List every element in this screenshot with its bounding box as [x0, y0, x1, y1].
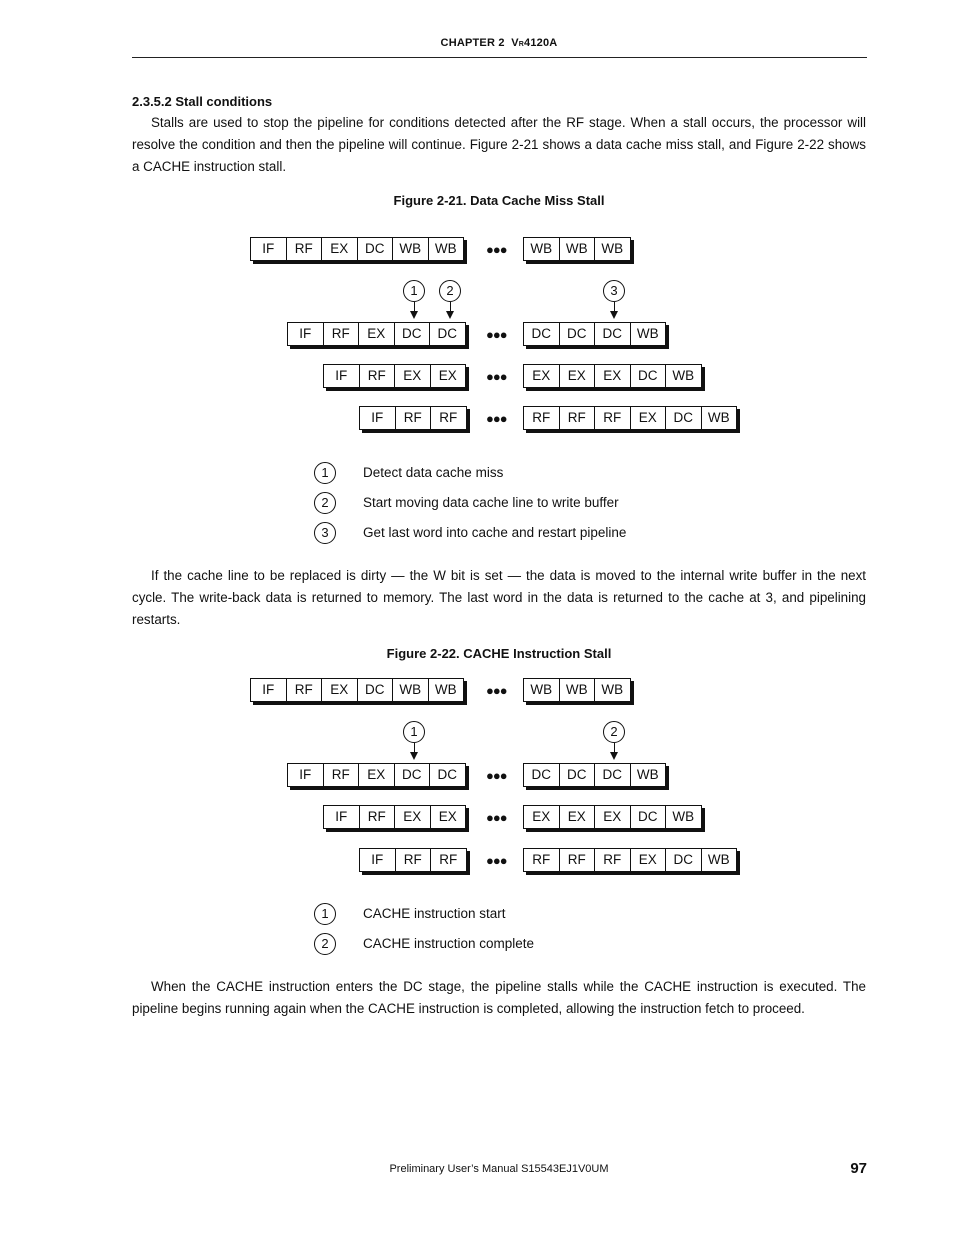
stage-cell: DC [523, 322, 560, 346]
marker-2: 2 [603, 721, 625, 743]
stage-cell: DC [357, 237, 394, 261]
stage-cell: RF [359, 805, 396, 829]
stage-cell: WB [665, 364, 702, 388]
stage-cell: EX [630, 848, 667, 872]
legend-text-2: CACHE instruction complete [363, 936, 535, 951]
stage-cell: DC [630, 364, 667, 388]
page-number: 97 [850, 1160, 867, 1177]
stage-cell: DC [665, 848, 702, 872]
stage-cell: EX [321, 678, 358, 702]
stage-cell: RF [430, 406, 467, 430]
pipeline-row-4-right [523, 848, 737, 872]
stage-cell: RF [395, 406, 432, 430]
stage-cell: EX [358, 763, 395, 787]
ellipsis-dots: ●●● [486, 242, 507, 257]
stage-cell: IF [250, 678, 287, 702]
pipeline-row-2-left [287, 322, 466, 346]
stage-cell: RF [323, 763, 360, 787]
marker-1-arrow-icon [410, 752, 418, 760]
marker-1-arrow-icon [410, 311, 418, 319]
stage-cell: WB [523, 678, 560, 702]
stage-cell: DC [523, 763, 560, 787]
stage-cell: WB [594, 678, 631, 702]
stage-cell: RF [286, 678, 323, 702]
stage-cell: WB [392, 678, 429, 702]
legend-marker-2: 2 [314, 492, 336, 514]
stage-cell: IF [323, 805, 360, 829]
ellipsis-dots: ●●● [486, 411, 507, 426]
legend-marker-3: 3 [314, 522, 336, 544]
pipeline-row-1-right [523, 237, 631, 261]
stage-cell: EX [430, 364, 467, 388]
ellipsis-dots: ●●● [486, 327, 507, 342]
ellipsis-dots: ●●● [486, 768, 507, 783]
stage-cell: DC [394, 763, 431, 787]
stage-cell: IF [359, 406, 396, 430]
pipeline-row-2-left [287, 763, 466, 787]
stage-cell: RF [594, 848, 631, 872]
ellipsis-dots: ●●● [486, 810, 507, 825]
stage-cell: EX [523, 364, 560, 388]
marker-1: 1 [403, 280, 425, 302]
pipeline-row-4-right [523, 406, 737, 430]
stage-cell: EX [523, 805, 560, 829]
stage-cell: RF [594, 406, 631, 430]
pipeline-row-4-left [359, 848, 467, 872]
stage-cell: WB [665, 805, 702, 829]
legend-text-1: CACHE instruction start [363, 906, 506, 921]
stage-cell: DC [559, 763, 596, 787]
pipeline-row-3-right [523, 364, 702, 388]
stage-cell: DC [429, 322, 466, 346]
legend-text-1: Detect data cache miss [363, 465, 504, 480]
figure-2-21-title: Figure 2-21. Data Cache Miss Stall [393, 193, 605, 208]
pipeline-row-2-right [523, 763, 666, 787]
stage-cell: RF [523, 848, 560, 872]
pipeline-row-1-right [523, 678, 631, 702]
pipeline-row-1-left [250, 237, 464, 261]
ellipsis-dots: ●●● [486, 853, 507, 868]
header-rule [132, 57, 867, 58]
legend-text-3: Get last word into cache and restart pipeline [363, 525, 627, 540]
stage-cell: WB [701, 848, 738, 872]
marker-3-line [614, 302, 615, 311]
intro-paragraph [132, 112, 866, 178]
legend-marker-1: 1 [314, 903, 336, 925]
pipeline-row-3-right [523, 805, 702, 829]
stage-cell: DC [665, 406, 702, 430]
stage-cell: RF [559, 848, 596, 872]
stage-cell: EX [358, 322, 395, 346]
stage-cell: EX [394, 805, 431, 829]
stage-cell: DC [630, 805, 667, 829]
marker-2-arrow-icon [446, 311, 454, 319]
dirty-line-text: If the cache line to be replaced is dirty — the W bit is set — the data is moved to the internal write buffer in the next cycle. The write-back data is returned to memory. The last word in the data is returned to the cache at 3, and pipelining restarts. [132, 568, 866, 627]
stage-cell: WB [630, 763, 667, 787]
page-header [0, 37, 954, 49]
legend-marker-2: 2 [314, 933, 336, 955]
stage-cell: WB [523, 237, 560, 261]
stage-cell: DC [429, 763, 466, 787]
stage-cell: RF [395, 848, 432, 872]
chapter-label: CHAPTER 2 [440, 37, 505, 49]
cache-instruction-text: When the CACHE instruction enters the DC stage, the pipeline stalls while the CACHE instruction is executed. The pipeline begins running again when the CACHE instruction is completed, allowing the instruction fetch to proceed. [132, 979, 866, 1016]
ellipsis-dots: ●●● [486, 369, 507, 384]
cache-instruction-paragraph [132, 976, 866, 1020]
stage-cell: IF [323, 364, 360, 388]
stage-cell: RF [286, 237, 323, 261]
stage-cell: WB [559, 237, 596, 261]
product-model: 4120A [524, 37, 558, 49]
marker-2-line [450, 302, 451, 311]
legend-marker-1: 1 [314, 462, 336, 484]
stage-cell: EX [630, 406, 667, 430]
pipeline-row-3-left [323, 364, 466, 388]
marker-1-line [414, 743, 415, 752]
stage-cell: IF [287, 322, 324, 346]
stage-cell: DC [357, 678, 394, 702]
stage-cell: IF [359, 848, 396, 872]
marker-1-line [414, 302, 415, 311]
section-title: 2.3.5.2 Stall conditions [132, 94, 273, 109]
stage-cell: WB [701, 406, 738, 430]
stage-cell: DC [594, 322, 631, 346]
stage-cell: WB [630, 322, 667, 346]
stage-cell: EX [594, 364, 631, 388]
stage-cell: EX [594, 805, 631, 829]
dirty-line-paragraph [132, 565, 866, 631]
stage-cell: EX [394, 364, 431, 388]
stage-cell: WB [594, 237, 631, 261]
pipeline-row-2-right [523, 322, 666, 346]
stage-cell: WB [428, 678, 465, 702]
stage-cell: RF [559, 406, 596, 430]
stage-cell: RF [359, 364, 396, 388]
stage-cell: RF [430, 848, 467, 872]
pipeline-row-3-left [323, 805, 466, 829]
product-prefix: V [511, 37, 519, 49]
marker-2-line [614, 743, 615, 752]
marker-3-arrow-icon [610, 311, 618, 319]
product-subscript: R [518, 41, 525, 48]
pipeline-row-4-left [359, 406, 467, 430]
stage-cell: EX [559, 364, 596, 388]
marker-1: 1 [403, 721, 425, 743]
stage-cell: EX [430, 805, 467, 829]
marker-2-arrow-icon [610, 752, 618, 760]
stage-cell: WB [559, 678, 596, 702]
stage-cell: RF [323, 322, 360, 346]
stage-cell: DC [559, 322, 596, 346]
pipeline-row-1-left [250, 678, 464, 702]
stage-cell: RF [523, 406, 560, 430]
page-footer: Preliminary User’s Manual S15543EJ1V0UM [389, 1163, 609, 1175]
marker-3: 3 [603, 280, 625, 302]
stage-cell: WB [392, 237, 429, 261]
stage-cell: EX [559, 805, 596, 829]
stage-cell: EX [321, 237, 358, 261]
stage-cell: WB [428, 237, 465, 261]
figure-2-22-title: Figure 2-22. CACHE Instruction Stall [386, 646, 612, 661]
stage-cell: IF [250, 237, 287, 261]
stage-cell: IF [287, 763, 324, 787]
stage-cell: DC [594, 763, 631, 787]
marker-2: 2 [439, 280, 461, 302]
intro-text: Stalls are used to stop the pipeline for conditions detected after the RF stage. When a stall occurs, the processor will resolve the condition and then the pipeline will continue. Figure 2-21 shows a data cache miss stall, and Figure 2-22 shows a CACHE instruction stall. [132, 115, 866, 174]
legend-text-2: Start moving data cache line to write buffer [363, 495, 619, 510]
stage-cell: DC [394, 322, 431, 346]
ellipsis-dots: ●●● [486, 683, 507, 698]
